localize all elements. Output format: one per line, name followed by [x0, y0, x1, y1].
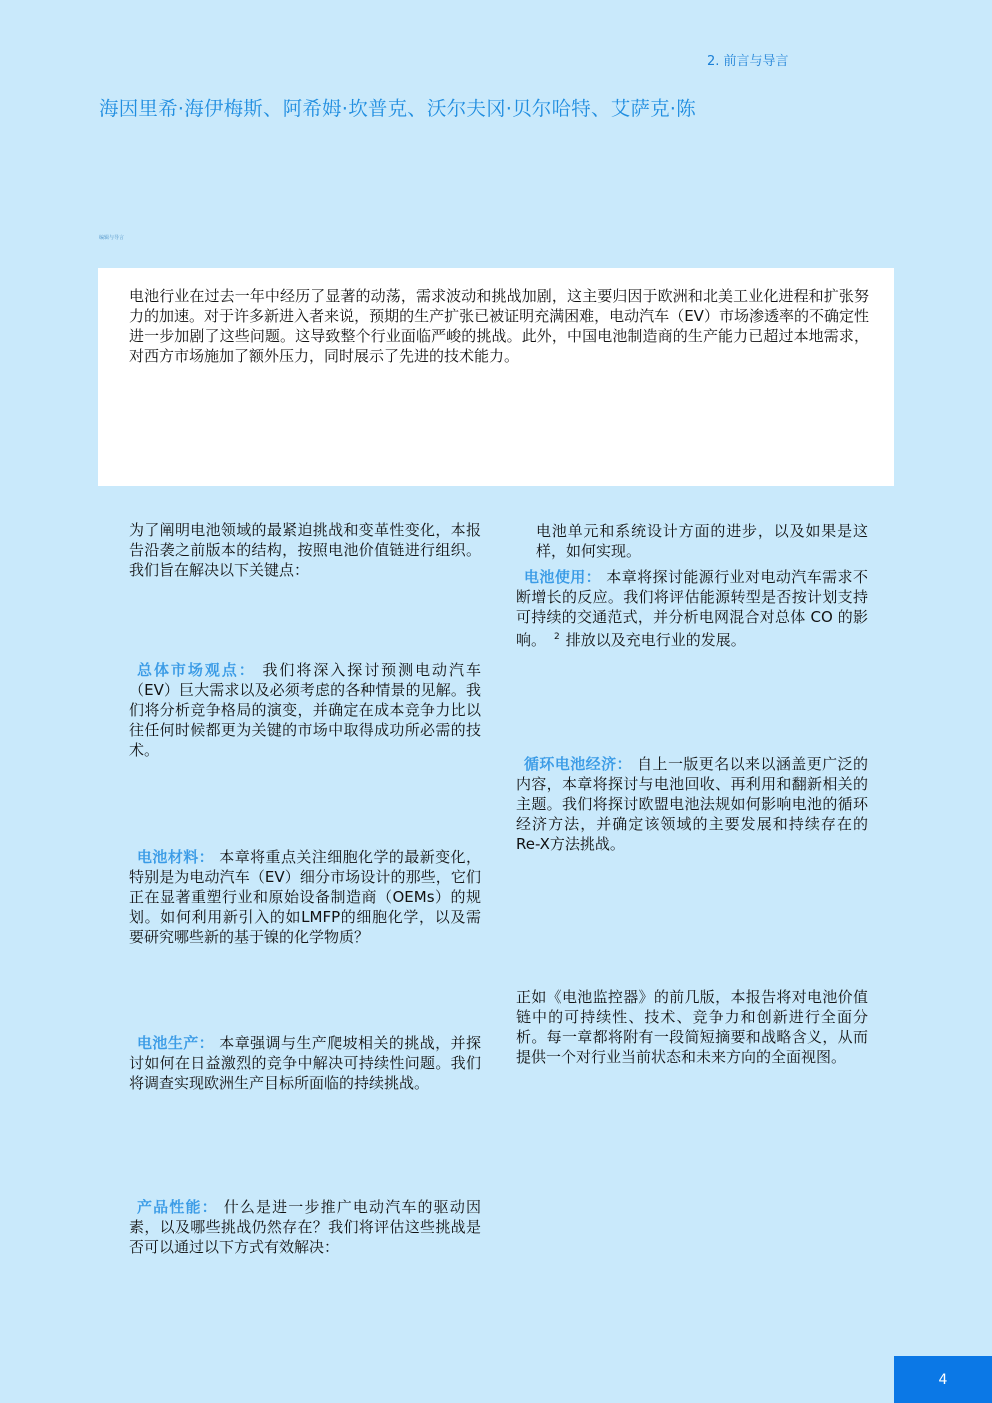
materials-paragraph [129, 847, 481, 947]
closing-paragraph: 正如《电池监控器》的前几版，本报告将对电池价值链中的可持续性、技术、竞争力和创新进行全面分析。每一章都将附有一段简短摘要和战略含义，从而提供一个对行业当前状态和未来方向的全面视图。 [516, 988, 868, 1066]
circular-keyword: 循环电池经济： [524, 755, 632, 773]
small-section-tag: 编辑与导言 [99, 235, 125, 241]
materials-section [129, 847, 481, 947]
summary-box [98, 268, 894, 486]
authors-heading: 海因里希·海伊梅斯、阿希姆·坎普克、沃尔夫冈·贝尔哈特、艾萨克·陈 [99, 97, 696, 120]
circular-section [516, 754, 868, 854]
performance-section [129, 1197, 481, 1257]
page-number: 4 [938, 1371, 948, 1388]
section-label: 2. 前言与导言 [707, 54, 789, 69]
production-paragraph [129, 1033, 481, 1093]
market-section [129, 660, 481, 760]
production-section [129, 1033, 481, 1093]
usage-text-b: 排放以及充电行业的发展。 [565, 631, 746, 649]
performance-paragraph [129, 1197, 481, 1257]
co2-subscript: 2 [554, 632, 560, 642]
materials-keyword: 电池材料： [137, 848, 215, 866]
production-keyword: 电池生产： [137, 1034, 215, 1052]
production-text: 本章强调与生产爬坡相关的挑战，并探讨如何在日益激烈的竞争中解决可持续性问题。我们将调查实现欧洲生产目标所面临的持续挑战。 [129, 1034, 481, 1092]
circular-paragraph [516, 754, 868, 854]
page-number-box [894, 1356, 992, 1403]
circular-text: 自上一版更名以来以涵盖更广泛的内容，本章将探讨与电池回收、再利用和翻新相关的主题。我们将探讨欧盟电池法规如何影响电池的循环经济方法，并确定该领域的主要发展和持续存在的Re-X方法挑战。 [516, 755, 868, 853]
market-keyword: 总体市场观点： [137, 661, 256, 679]
right-column-continuation [536, 521, 868, 561]
closing-section [516, 987, 868, 1067]
usage-paragraph [516, 567, 868, 650]
usage-text-a: 本章将探讨能源行业对电动汽车需求不断增长的反应。我们将评估能源转型是否按计划支持可持续的交通范式，并分析电网混合对总体 CO 的影响。 [516, 568, 868, 649]
intro-paragraph: 为了阐明电池领域的最紧迫挑战和变革性变化，本报告沿袭之前版本的结构，按照电池价值链进行组织。我们旨在解决以下关键点： [129, 521, 481, 579]
left-column-intro [129, 520, 481, 580]
summary-text: 电池行业在过去一年中经历了显著的动荡，需求波动和挑战加剧，这主要归因于欧洲和北美工业化进程和扩张努力的加速。对于许多新进入者来说，预期的生产扩张已被证明充满困难，电动汽车（EV）市场渗透率的不确定性进一步加剧了这些问题。这导致整个行业面临严峻的挑战。此外，中国电池制造商的生产能力已超过本地需求，对西方市场施加了额外压力，同时展示了先进的技术能力。 [129, 287, 869, 365]
usage-section [516, 567, 868, 650]
materials-text: 本章将重点关注细胞化学的最新变化，特别是为电动汽车（EV）细分市场设计的那些，它们正在显著重塑行业和原始设备制造商（OEMs）的规划。如何利用新引入的如LMFP的细胞化学，以及需要研究哪些新的基于镍的化学物质？ [129, 848, 481, 946]
performance-keyword: 产品性能： [137, 1198, 218, 1216]
market-paragraph [129, 660, 481, 760]
market-text: 我们将深入探讨预测电动汽车（EV）巨大需求以及必须考虑的各种情景的见解。我们将分析竞争格局的演变，并确定在成本竞争力比以往任何时候都更为关键的市场中取得成功所必需的技术。 [129, 661, 481, 759]
performance-text: 什么是进一步推广电动汽车的驱动因素，以及哪些挑战仍然存在？我们将评估这些挑战是否可以通过以下方式有效解决： [129, 1198, 481, 1256]
usage-keyword: 电池使用： [524, 568, 602, 586]
continuation-paragraph: 电池单元和系统设计方面的进步，以及如果是这样，如何实现。 [536, 522, 868, 560]
